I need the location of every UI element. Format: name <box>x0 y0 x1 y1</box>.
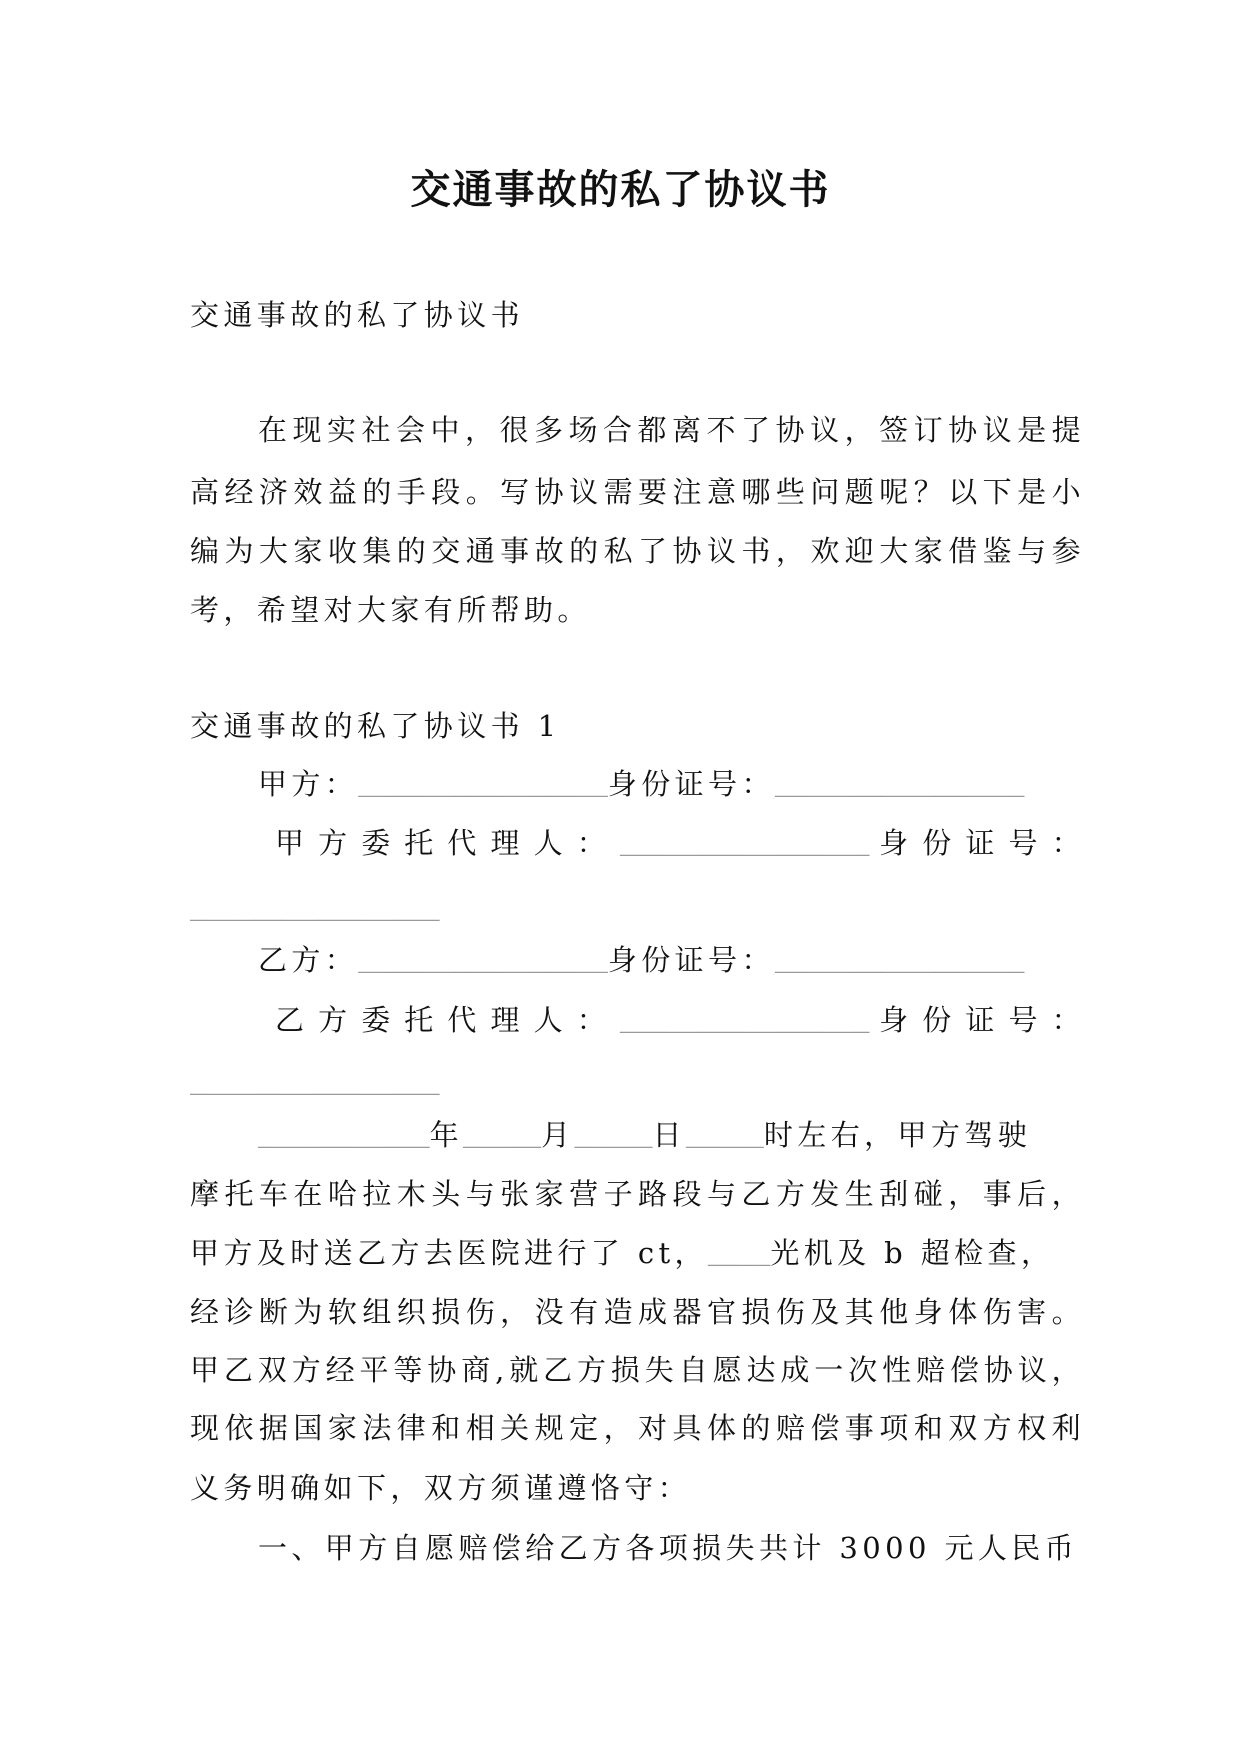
text-segment: 光机及 b 超检查， <box>770 1236 1055 1270</box>
fill-in-blank: ________________ <box>190 1070 440 1100</box>
fill-in-blank: ________________ <box>358 772 608 802</box>
text-segment: 编为大家收集的交通事故的私了协议书，欢迎大家借鉴与参 <box>190 534 1085 568</box>
text-segment: 高经济效益的手段。写协议需要注意哪些问题呢？以下是小 <box>190 475 1085 509</box>
text-line <box>190 1233 1085 1276</box>
fill-in-blank: _____ <box>463 1123 542 1153</box>
text-segment: 月 <box>541 1118 575 1152</box>
text-segment: 交通事故的私了协议书 1 <box>190 709 561 743</box>
text-segment: 乙方委托代理人： <box>275 1003 620 1037</box>
text-segment: 甲乙双方经平等协商,就乙方损失自愿达成一次性赔偿协议， <box>190 1353 1085 1387</box>
text-segment: 年 <box>429 1118 464 1152</box>
text-line <box>190 1292 1085 1332</box>
text-segment: 时左右，甲方驾驶 <box>763 1118 1032 1152</box>
text-segment: 甲方： <box>258 767 359 801</box>
text-line <box>275 1000 1085 1040</box>
fill-in-blank: _____ <box>574 1123 653 1153</box>
fill-in-blank: ____ <box>707 1241 771 1271</box>
text-line <box>275 823 1085 863</box>
fill-in-blank: ________________ <box>774 772 1025 802</box>
text-line <box>258 940 1085 983</box>
fill-in-blank: ________________ <box>619 1008 870 1038</box>
text-segment: 交通事故的私了协议书 <box>190 298 525 332</box>
text-segment: 甲方委托代理人： <box>275 826 620 860</box>
text-segment: 乙方： <box>258 943 359 977</box>
text-segment: 义务明确如下，双方须谨遵恪守： <box>190 1471 692 1505</box>
fill-in-blank: ___________ <box>258 1123 430 1153</box>
text-segment: 身份证号： <box>869 826 1085 860</box>
text-line <box>190 295 1085 335</box>
text-line <box>258 764 1085 807</box>
text-segment: 摩托车在哈拉木头与张家营子路段与乙方发生刮碰，事后， <box>190 1177 1085 1211</box>
document-title: 交通事故的私了协议书 <box>410 166 831 213</box>
text-line <box>190 1174 1085 1214</box>
fill-in-blank: ________________ <box>774 948 1025 978</box>
text-segment: 身份证号： <box>607 767 775 801</box>
text-line <box>258 1115 1085 1158</box>
fill-in-blank: ________________ <box>619 831 870 861</box>
text-segment: 在现实社会中，很多场合都离不了协议，签订协议是提 <box>258 413 1085 447</box>
text-segment: 日 <box>652 1118 686 1152</box>
text-segment: 经诊断为软组织损伤，没有造成器官损伤及其他身体伤害。 <box>190 1295 1085 1329</box>
fill-in-blank: ________________ <box>358 948 608 978</box>
text-line <box>258 410 1085 450</box>
text-line <box>190 1468 1085 1508</box>
text-line <box>190 1350 1085 1390</box>
text-segment: 甲方及时送乙方去医院进行了 ct， <box>190 1236 708 1270</box>
text-line <box>190 590 1085 630</box>
text-line <box>190 1408 1085 1448</box>
text-segment: 现依据国家法律和相关规定，对具体的赔偿事项和双方权利 <box>190 1411 1085 1445</box>
text-segment: 身份证号： <box>607 943 775 977</box>
text-line <box>258 1528 1085 1568</box>
text-line <box>190 1062 1085 1105</box>
text-line <box>190 472 1085 512</box>
text-line <box>190 888 1085 931</box>
text-line <box>190 531 1085 571</box>
fill-in-blank: ________________ <box>190 896 440 926</box>
text-line <box>190 706 1085 746</box>
text-segment: 身份证号： <box>869 1003 1085 1037</box>
fill-in-blank: _____ <box>685 1123 764 1153</box>
text-segment: 一、甲方自愿赔偿给乙方各项损失共计 3000 元人民币 <box>258 1531 1079 1565</box>
text-segment: 考，希望对大家有所帮助。 <box>190 593 591 627</box>
